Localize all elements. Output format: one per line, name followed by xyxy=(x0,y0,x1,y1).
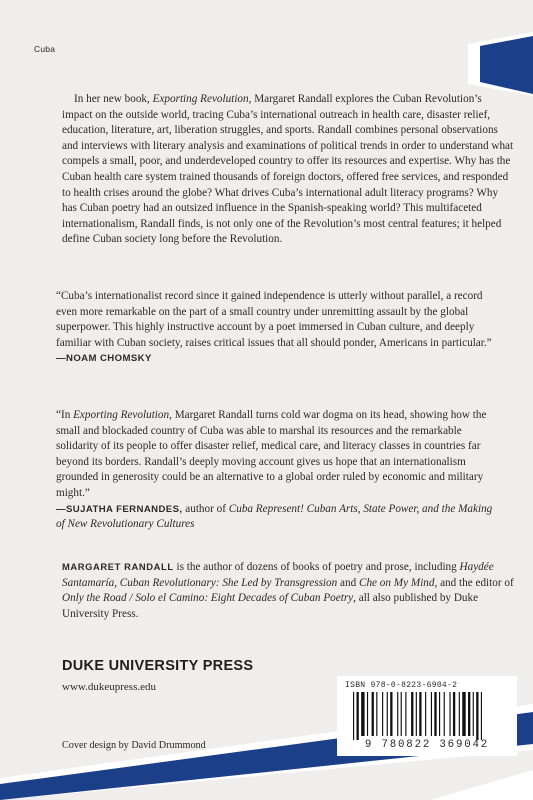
bio-book-2: Che on My Mind xyxy=(358,576,435,589)
barcode-bar xyxy=(353,692,354,740)
barcode-bar xyxy=(382,692,383,736)
barcode-bar xyxy=(387,692,388,736)
barcode-bar xyxy=(367,692,368,736)
barcode-bar xyxy=(357,692,359,740)
barcode-bar xyxy=(453,692,455,736)
barcode-bar xyxy=(468,692,470,736)
author-bio xyxy=(62,559,514,622)
barcode-bar xyxy=(462,692,465,736)
barcode-bar xyxy=(419,692,421,736)
barcode-bar xyxy=(425,692,426,736)
cover-design-credit: Cover design by David Drummond xyxy=(62,740,206,751)
barcode-bar xyxy=(361,692,364,736)
barcode-bar xyxy=(405,692,406,736)
quote2-attribution-pre: author of xyxy=(182,502,229,515)
barcode-bar xyxy=(390,692,392,736)
bio-book-1: Haydée Santamaría, Cuban Revolutionary: She Led by Transgression xyxy=(62,561,494,589)
chomsky-quote xyxy=(56,289,496,367)
bio-text-4: , all also published by Duke University Press. xyxy=(62,592,479,620)
quote1-attribution: —NOAM CHOMSKY xyxy=(56,353,152,365)
bio-text-2: and xyxy=(337,576,359,589)
barcode-bar xyxy=(411,692,413,736)
barcode-bar xyxy=(444,692,445,736)
barcode-bar xyxy=(431,692,432,736)
barcode-block xyxy=(337,676,517,756)
category-label: Cuba xyxy=(34,44,56,54)
book-description xyxy=(62,92,514,248)
barcode-bar xyxy=(439,692,440,736)
description-intro: In her new book, xyxy=(74,93,153,105)
quote2-title: Exporting Revolution xyxy=(73,409,170,421)
bottom-corner-white-stripe xyxy=(430,770,533,800)
barcode-bar xyxy=(459,692,460,736)
barcode-bar xyxy=(416,692,417,736)
bio-text-1: is the author of dozens of books of poetry and prose, including xyxy=(173,561,460,573)
isbn-label: ISBN 978-0-8223-6904-2 xyxy=(345,681,458,690)
quote2-attribution-work: Cuba Represent! Cuban Arts, State Power, and the Making of New Revolutionary Cultures xyxy=(56,502,493,531)
publisher-website[interactable]: www.dukeupress.edu xyxy=(62,681,156,693)
bio-book-3: Only the Road / Solo el Camino: Eight Decades of Cuban Poetry xyxy=(62,592,354,605)
publisher-name: DUKE UNIVERSITY PRESS xyxy=(62,658,254,674)
quote2-text: , Margaret Randall turns cold war dogma on its head, showing how the small and blockaded country of Cuba was able to marshal its resources and the remarkable solidarity of its people to offer disaster relief, medical care, and literacy classes in countries far beyond its borders. Randall’s deeply moving account gives us hope that an internationalism grounded in generosity could be an alternative to a global order ruled by economic and military might.” xyxy=(56,409,487,499)
barcode-bar xyxy=(401,692,402,736)
author-name: MARGARET RANDALL xyxy=(62,561,174,572)
quote1-text: “Cuba’s internationalist record since it gained independence is utterly without parallel, a record even more remarkable on the part of a small country under unremitting assault by the global superpower. This highly instructive account by a poet immersed in Cuban culture, and deeply familiar with Cuban society, raises critical issues that all should ponder, Americans in particular.” xyxy=(56,290,492,349)
book-title: Exporting Revolution, xyxy=(152,93,252,105)
quote2-attribution-name: —SUJATHA FERNANDES, xyxy=(56,503,183,515)
description-text: Margaret Randall explores the Cuban Revolution’s impact on the outside world, tracing Cuba’s international outreach in health care, disaster relief, education, literature, art, liberation struggles, and sports. Randall combines personal observations and interviews with literary analysis and examinations of political trends in order to understand what compels a small, poor, and underdeveloped country to offer its resources and expertise. Why has the Cuban health care system trained thousands of foreign doctors, offered free services, and responded to health crises around the globe? What drives Cuba’s international adult literacy programs? Why has Cuban poetry had an outsized influence in the Spanish-speaking world? This multifaceted internationalism, Randall finds, is not only one of the Revolution’s most central features; it helped define Cuban society long before the Revolution. xyxy=(62,93,514,246)
barcode-bar xyxy=(376,692,377,736)
barcode-bar xyxy=(372,692,374,736)
fernandes-quote xyxy=(56,408,496,533)
barcode-bar xyxy=(449,692,450,736)
bio-text-3: , and the editor of xyxy=(434,576,514,589)
barcode-bar xyxy=(473,692,474,736)
quote2-open: “In xyxy=(56,409,74,421)
barcode-digits: 9 780822 369042 xyxy=(364,739,490,751)
barcode-bar xyxy=(481,692,482,740)
barcode-bar xyxy=(434,692,436,736)
barcode-bar xyxy=(476,692,478,740)
barcode-bar xyxy=(397,692,398,736)
